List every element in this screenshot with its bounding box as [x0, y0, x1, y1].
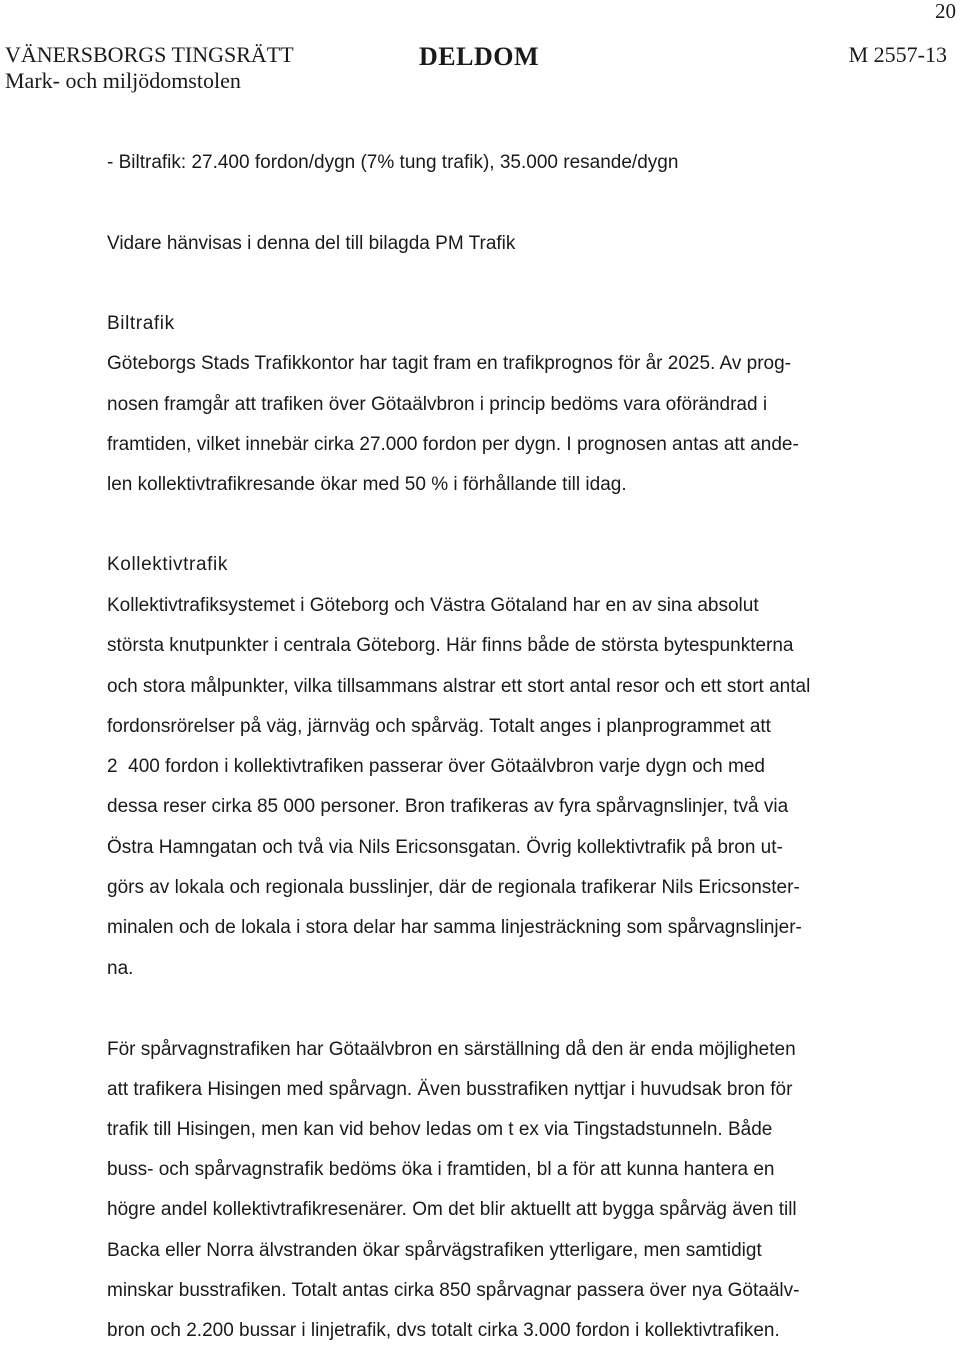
sparvagn-line: trafik till Hisingen, men kan vid behov ledas om t ex via Tingstadstunneln. Både [107, 1119, 773, 1140]
document-type: DELDOM [419, 42, 539, 71]
sparvagn-line: buss- och spårvagnstrafik bedöms öka i framtiden, bl a för att kunna hantera en [107, 1159, 775, 1180]
case-number: M 2557-13 [848, 42, 947, 67]
kollektivtrafik-line: och stora målpunkter, vilka tillsammans alstrar ett stort antal resor och ett stort antal [107, 676, 811, 697]
page-number: 20 [935, 0, 956, 23]
kollektivtrafik-line: na. [107, 958, 134, 979]
kollektivtrafik-line: fordonsrörelser på väg, järnväg och spårväg. Totalt anges i planprogrammet att [107, 716, 771, 737]
sparvagn-line: bron och 2.200 bussar i linjetrafik, dvs totalt cirka 3.000 fordon i kollektivtrafiken. [107, 1320, 780, 1341]
sparvagn-line: För spårvagnstrafiken har Götaälvbron en särställning då den är enda möjligheten [107, 1039, 796, 1060]
kollektivtrafik-line: största knutpunkter i centrala Göteborg. Här finns både de största bytespunkterna [107, 635, 794, 656]
kollektivtrafik-line: Kollektivtrafiksystemet i Göteborg och Västra Götaland har en av sina absolut [107, 595, 759, 616]
kollektivtrafik-line: dessa reser cirka 85 000 personer. Bron trafikeras av fyra spårvagnslinjer, två via [107, 796, 789, 817]
kollektivtrafik-line: Östra Hamngatan och två via Nils Ericsonsgatan. Övrig kollektivtrafik på bron ut- [107, 837, 783, 858]
intro-line-traffic-counts: - Biltrafik: 27.400 fordon/dygn (7% tung trafik), 35.000 resande/dygn [107, 152, 679, 173]
intro-line-pm-reference: Vidare hänvisas i denna del till bilagda PM Trafik [107, 233, 516, 254]
kollektivtrafik-line: 2 400 fordon i kollektivtrafiken passerar över Götaälvbron varje dygn och med [107, 756, 765, 777]
biltrafik-line: nosen framgår att trafiken över Götaälvbron i princip bedöms vara oförändrad i [107, 394, 768, 415]
kollektivtrafik-line: minalen och de lokala i stora delar har samma linjesträckning som spårvagnslinjer- [107, 917, 802, 938]
kollektivtrafik-line: görs av lokala och regionala busslinjer, där de regionala trafikerar Nils Ericsonster- [107, 877, 800, 898]
biltrafik-line: framtiden, vilket innebär cirka 27.000 fordon per dygn. I prognosen antas att ande- [107, 434, 799, 455]
section-heading-kollektivtrafik: Kollektivtrafik [107, 554, 228, 575]
sparvagn-line: att trafikera Hisingen med spårvagn. Även busstrafiken nyttjar i huvudsak bron för [107, 1079, 793, 1100]
sparvagn-line: minskar busstrafiken. Totalt antas cirka 850 spårvagnar passera över nya Götaälv- [107, 1280, 800, 1301]
court-name: VÄNERSBORGS TINGSRÄTT [5, 42, 294, 67]
sparvagn-line: Backa eller Norra älvstranden ökar spårvägstrafiken ytterligare, men samtidigt [107, 1240, 762, 1261]
section-heading-biltrafik: Biltrafik [107, 313, 175, 334]
sparvagn-line: högre andel kollektivtrafikresenärer. Om det blir aktuellt att bygga spårväg även till [107, 1199, 797, 1220]
biltrafik-line: Göteborgs Stads Trafikkontor har tagit fram en trafikprognos för år 2025. Av prog- [107, 353, 791, 374]
court-division: Mark- och miljödomstolen [5, 68, 241, 93]
biltrafik-line: len kollektivtrafikresande ökar med 50 % i förhållande till idag. [107, 474, 627, 495]
